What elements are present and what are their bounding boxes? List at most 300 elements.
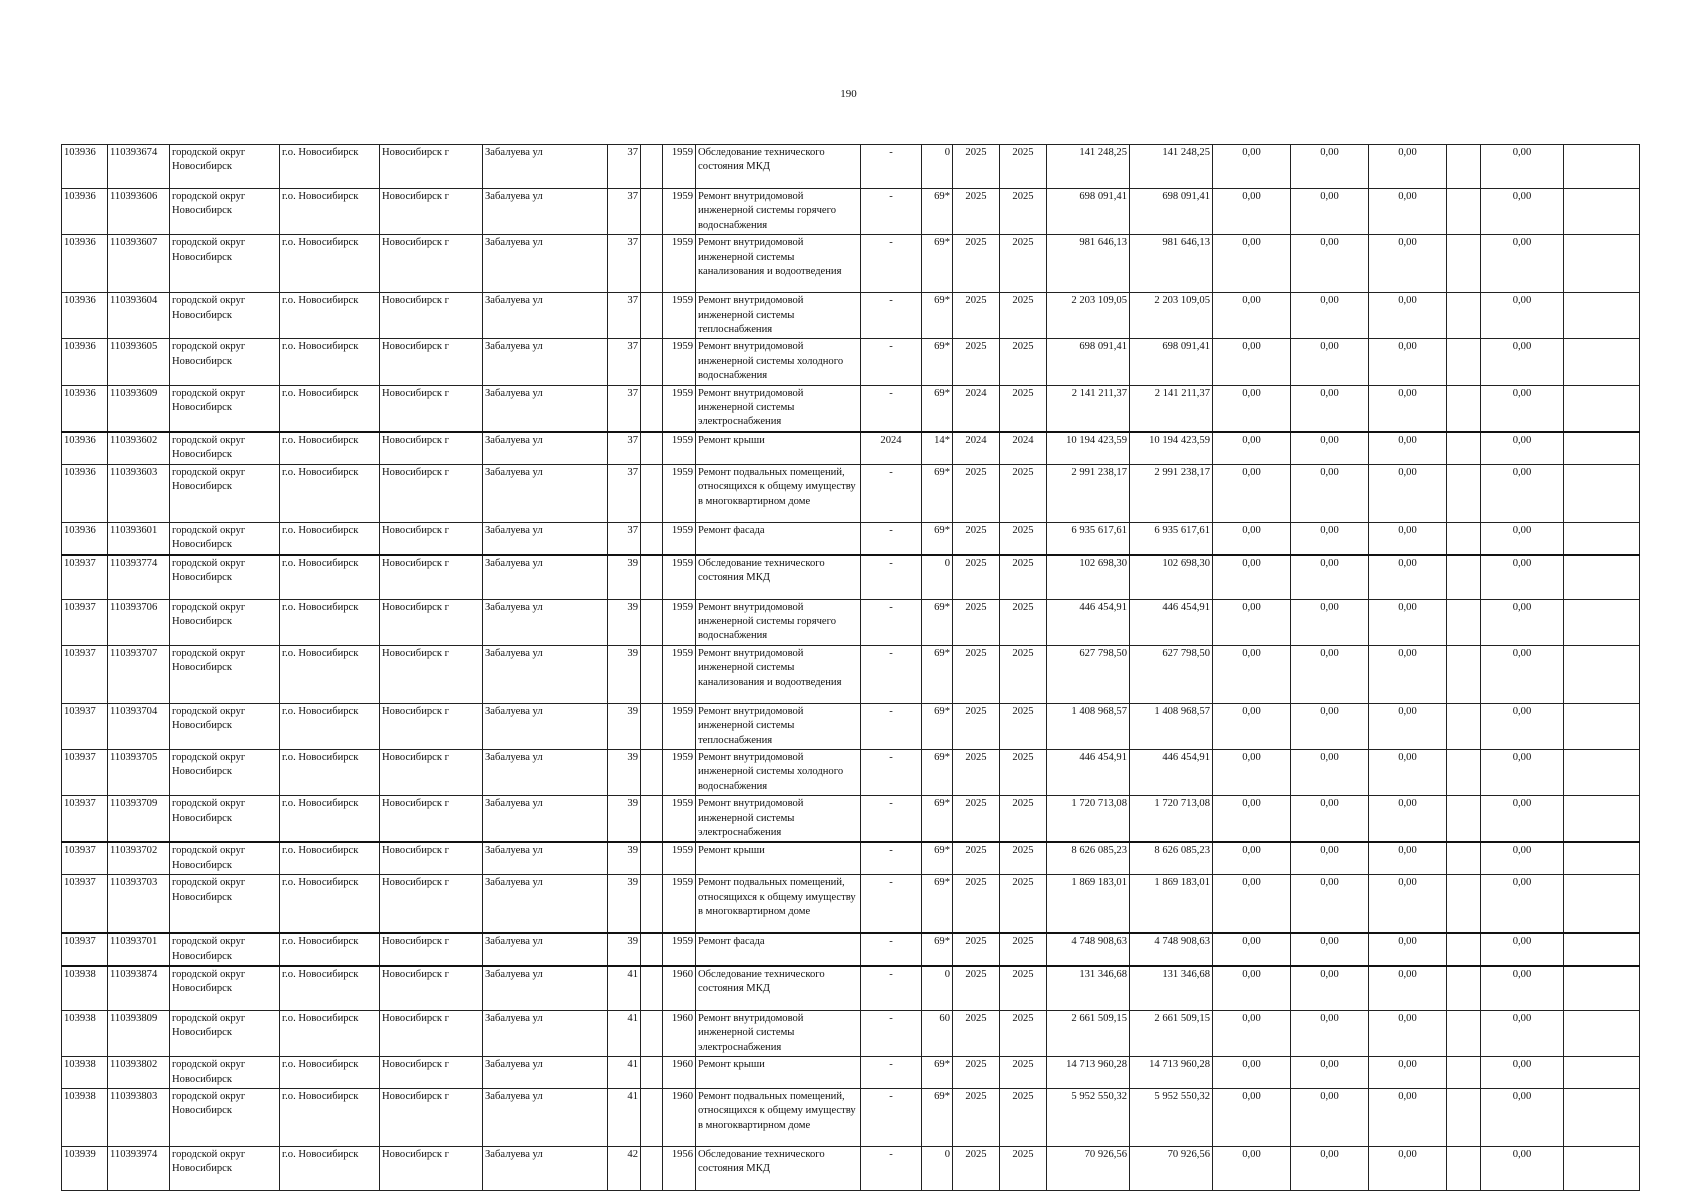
cell-district: городской округ Новосибирск <box>170 1011 280 1057</box>
cell-empty <box>1447 432 1481 464</box>
cell-fund-1: 0,00 <box>1213 522 1291 554</box>
cell-build-year: 1959 <box>663 842 696 874</box>
cell-street: Забалуева ул <box>483 703 608 749</box>
cell-city: Новосибирск г <box>380 842 483 874</box>
cell-year-start: 2025 <box>953 464 1000 522</box>
cell-fund-1: 0,00 <box>1213 145 1291 189</box>
cell-fund-3: 0,00 <box>1369 385 1447 432</box>
cell-house-id: 103938 <box>62 1011 108 1057</box>
cell-empty <box>1447 555 1481 600</box>
cell-empty <box>641 522 663 554</box>
cell-empty <box>641 1147 663 1191</box>
cell-fund-2: 0,00 <box>1291 645 1369 703</box>
cell-cost: 2 141 211,37 <box>1047 385 1130 432</box>
cell-empty <box>1447 1147 1481 1191</box>
cell-wear: 69* <box>922 933 953 966</box>
cell-city: Новосибирск г <box>380 522 483 554</box>
cell-house-number: 37 <box>608 464 641 522</box>
cell-year-end: 2025 <box>1000 339 1047 385</box>
table-row <box>62 189 1640 235</box>
cell-city: Новосибирск г <box>380 464 483 522</box>
cell-cost: 1 408 968,57 <box>1047 703 1130 749</box>
cell-district: городской округ Новосибирск <box>170 599 280 645</box>
cell-cost: 8 626 085,23 <box>1047 842 1130 874</box>
cell-house-id: 103937 <box>62 645 108 703</box>
cell-total: 627 798,50 <box>1130 645 1213 703</box>
cell-fund-4: 0,00 <box>1481 555 1564 600</box>
cell-wear: 0 <box>922 1147 953 1191</box>
cell-fund-1: 0,00 <box>1213 599 1291 645</box>
cell-build-year: 1959 <box>663 189 696 235</box>
cell-work-type: Обследование технического состояния МКД <box>696 1147 861 1191</box>
cell-work-type: Ремонт внутридомовой инженерной системы канализования и водоотведения <box>696 645 861 703</box>
cell-street: Забалуева ул <box>483 842 608 874</box>
cell-city: Новосибирск г <box>380 645 483 703</box>
cell-wear: 69* <box>922 385 953 432</box>
cell-build-year: 1959 <box>663 339 696 385</box>
cell-cost: 2 203 109,05 <box>1047 293 1130 339</box>
cell-cost: 2 661 509,15 <box>1047 1011 1130 1057</box>
cell-empty <box>1564 933 1640 966</box>
cell-fund-4: 0,00 <box>1481 933 1564 966</box>
cell-year-start: 2025 <box>953 842 1000 874</box>
cell-fund-2: 0,00 <box>1291 1011 1369 1057</box>
cell-year-start: 2024 <box>953 385 1000 432</box>
cell-empty <box>641 1011 663 1057</box>
cell-fund-1: 0,00 <box>1213 749 1291 795</box>
cell-house-number: 37 <box>608 522 641 554</box>
cell-district: городской округ Новосибирск <box>170 464 280 522</box>
cell-empty <box>1564 293 1640 339</box>
cell-fund-3: 0,00 <box>1369 645 1447 703</box>
cell-municipality: г.о. Новосибирск <box>280 522 380 554</box>
cell-cost: 70 926,56 <box>1047 1147 1130 1191</box>
cell-fund-3: 0,00 <box>1369 145 1447 189</box>
cell-fund-1: 0,00 <box>1213 1147 1291 1191</box>
cell-empty <box>1447 875 1481 934</box>
cell-fund-4: 0,00 <box>1481 464 1564 522</box>
cell-municipality: г.о. Новосибирск <box>280 432 380 464</box>
cell-street: Забалуева ул <box>483 189 608 235</box>
cell-city: Новосибирск г <box>380 966 483 1011</box>
cell-wear: 69* <box>922 235 953 293</box>
cell-wear: 69* <box>922 464 953 522</box>
cell-city: Новосибирск г <box>380 1147 483 1191</box>
cell-wear: 14* <box>922 432 953 464</box>
cell-city: Новосибирск г <box>380 1011 483 1057</box>
cell-work-code: 110393674 <box>108 145 170 189</box>
cell-empty <box>641 875 663 934</box>
cell-municipality: г.о. Новосибирск <box>280 235 380 293</box>
cell-city: Новосибирск г <box>380 1089 483 1147</box>
cell-district: городской округ Новосибирск <box>170 966 280 1011</box>
cell-empty <box>641 1057 663 1089</box>
cell-empty <box>1447 189 1481 235</box>
cell-year-end: 2025 <box>1000 875 1047 934</box>
cell-work-type: Ремонт внутридомовой инженерной системы холодного водоснабжения <box>696 749 861 795</box>
cell-street: Забалуева ул <box>483 385 608 432</box>
cell-total: 2 141 211,37 <box>1130 385 1213 432</box>
cell-house-number: 37 <box>608 385 641 432</box>
cell-build-year: 1959 <box>663 933 696 966</box>
cell-fund-4: 0,00 <box>1481 145 1564 189</box>
cell-fund-3: 0,00 <box>1369 1147 1447 1191</box>
cell-plan-year: - <box>861 645 922 703</box>
cell-house-number: 37 <box>608 235 641 293</box>
cell-house-id: 103938 <box>62 1057 108 1089</box>
cell-empty <box>1447 385 1481 432</box>
cell-fund-3: 0,00 <box>1369 235 1447 293</box>
cell-house-number: 37 <box>608 339 641 385</box>
cell-house-number: 41 <box>608 1011 641 1057</box>
cell-city: Новосибирск г <box>380 339 483 385</box>
cell-district: городской округ Новосибирск <box>170 796 280 843</box>
cell-municipality: г.о. Новосибирск <box>280 875 380 934</box>
cell-fund-4: 0,00 <box>1481 875 1564 934</box>
cell-city: Новосибирск г <box>380 599 483 645</box>
table-row <box>62 339 1640 385</box>
cell-build-year: 1959 <box>663 522 696 554</box>
cell-fund-1: 0,00 <box>1213 339 1291 385</box>
cell-plan-year: - <box>861 145 922 189</box>
cell-fund-1: 0,00 <box>1213 842 1291 874</box>
cell-work-type: Ремонт внутридомовой инженерной системы электроснабжения <box>696 796 861 843</box>
cell-plan-year: - <box>861 522 922 554</box>
cell-total: 6 935 617,61 <box>1130 522 1213 554</box>
cell-cost: 1 720 713,08 <box>1047 796 1130 843</box>
cell-empty <box>641 645 663 703</box>
cell-plan-year: - <box>861 1057 922 1089</box>
cell-empty <box>641 293 663 339</box>
cell-total: 8 626 085,23 <box>1130 842 1213 874</box>
cell-house-id: 103936 <box>62 385 108 432</box>
cell-street: Забалуева ул <box>483 645 608 703</box>
cell-year-start: 2025 <box>953 966 1000 1011</box>
cell-work-type: Ремонт подвальных помещений, относящихся к общему имуществу в многоквартирном доме <box>696 464 861 522</box>
cell-work-code: 110393701 <box>108 933 170 966</box>
cell-fund-3: 0,00 <box>1369 339 1447 385</box>
table-row <box>62 1011 1640 1057</box>
cell-empty <box>1447 339 1481 385</box>
cell-plan-year: - <box>861 555 922 600</box>
cell-city: Новосибирск г <box>380 875 483 934</box>
cell-house-id: 103937 <box>62 555 108 600</box>
cell-fund-2: 0,00 <box>1291 842 1369 874</box>
cell-wear: 0 <box>922 966 953 1011</box>
table-row <box>62 235 1640 293</box>
cell-municipality: г.о. Новосибирск <box>280 933 380 966</box>
cell-plan-year: - <box>861 875 922 934</box>
cell-municipality: г.о. Новосибирск <box>280 145 380 189</box>
cell-fund-2: 0,00 <box>1291 555 1369 600</box>
cell-district: городской округ Новосибирск <box>170 293 280 339</box>
cell-plan-year: - <box>861 339 922 385</box>
cell-house-id: 103936 <box>62 145 108 189</box>
cell-house-number: 42 <box>608 1147 641 1191</box>
cell-empty <box>1564 842 1640 874</box>
cell-fund-3: 0,00 <box>1369 1057 1447 1089</box>
cell-empty <box>1564 645 1640 703</box>
cell-year-end: 2025 <box>1000 966 1047 1011</box>
cell-house-id: 103938 <box>62 1089 108 1147</box>
cell-fund-1: 0,00 <box>1213 875 1291 934</box>
cell-empty <box>1564 235 1640 293</box>
cell-empty <box>641 555 663 600</box>
cell-year-start: 2025 <box>953 293 1000 339</box>
cell-build-year: 1959 <box>663 235 696 293</box>
cell-total: 2 203 109,05 <box>1130 293 1213 339</box>
cell-house-number: 39 <box>608 933 641 966</box>
cell-fund-2: 0,00 <box>1291 1057 1369 1089</box>
cell-year-end: 2025 <box>1000 599 1047 645</box>
cell-wear: 69* <box>922 1089 953 1147</box>
cell-work-type: Ремонт внутридомовой инженерной системы теплоснабжения <box>696 293 861 339</box>
cell-street: Забалуева ул <box>483 749 608 795</box>
cell-empty <box>641 145 663 189</box>
cell-empty <box>641 933 663 966</box>
table-row <box>62 796 1640 843</box>
cell-municipality: г.о. Новосибирск <box>280 645 380 703</box>
table-row <box>62 1057 1640 1089</box>
cell-district: городской округ Новосибирск <box>170 749 280 795</box>
cell-district: городской округ Новосибирск <box>170 555 280 600</box>
table-row <box>62 966 1640 1011</box>
cell-street: Забалуева ул <box>483 293 608 339</box>
cell-year-start: 2025 <box>953 1011 1000 1057</box>
cell-year-end: 2025 <box>1000 645 1047 703</box>
cell-fund-2: 0,00 <box>1291 339 1369 385</box>
cell-municipality: г.о. Новосибирск <box>280 385 380 432</box>
cell-street: Забалуева ул <box>483 235 608 293</box>
cell-empty <box>1564 522 1640 554</box>
cell-work-code: 110393707 <box>108 645 170 703</box>
cell-fund-1: 0,00 <box>1213 235 1291 293</box>
cell-wear: 69* <box>922 875 953 934</box>
cell-street: Забалуева ул <box>483 966 608 1011</box>
cell-house-id: 103936 <box>62 464 108 522</box>
cell-fund-4: 0,00 <box>1481 293 1564 339</box>
cell-total: 141 248,25 <box>1130 145 1213 189</box>
cell-year-end: 2025 <box>1000 522 1047 554</box>
cell-house-number: 39 <box>608 842 641 874</box>
cell-street: Забалуева ул <box>483 1089 608 1147</box>
cell-year-start: 2025 <box>953 875 1000 934</box>
cell-year-end: 2025 <box>1000 749 1047 795</box>
cell-wear: 0 <box>922 555 953 600</box>
cell-city: Новосибирск г <box>380 933 483 966</box>
cell-house-number: 41 <box>608 1089 641 1147</box>
cell-empty <box>1447 522 1481 554</box>
cell-municipality: г.о. Новосибирск <box>280 464 380 522</box>
cell-house-id: 103937 <box>62 842 108 874</box>
cell-house-number: 37 <box>608 432 641 464</box>
cell-cost: 131 346,68 <box>1047 966 1130 1011</box>
cell-district: городской округ Новосибирск <box>170 385 280 432</box>
page-number: 190 <box>840 88 857 100</box>
cell-empty <box>1564 432 1640 464</box>
cell-work-code: 110393607 <box>108 235 170 293</box>
cell-fund-3: 0,00 <box>1369 464 1447 522</box>
cell-build-year: 1959 <box>663 145 696 189</box>
cell-empty <box>1564 749 1640 795</box>
cell-build-year: 1960 <box>663 1057 696 1089</box>
cell-fund-2: 0,00 <box>1291 933 1369 966</box>
cell-street: Забалуева ул <box>483 1147 608 1191</box>
table-row <box>62 385 1640 432</box>
cell-build-year: 1959 <box>663 432 696 464</box>
capital-repair-register-table <box>61 144 1640 1191</box>
cell-empty <box>641 966 663 1011</box>
cell-fund-3: 0,00 <box>1369 1089 1447 1147</box>
cell-year-end: 2025 <box>1000 933 1047 966</box>
cell-year-end: 2025 <box>1000 1011 1047 1057</box>
cell-house-id: 103936 <box>62 522 108 554</box>
table-row <box>62 522 1640 554</box>
cell-build-year: 1959 <box>663 293 696 339</box>
cell-year-start: 2025 <box>953 1057 1000 1089</box>
cell-work-type: Ремонт внутридомовой инженерной системы теплоснабжения <box>696 703 861 749</box>
cell-plan-year: - <box>861 966 922 1011</box>
table-row <box>62 464 1640 522</box>
cell-year-start: 2025 <box>953 235 1000 293</box>
cell-total: 2 661 509,15 <box>1130 1011 1213 1057</box>
cell-fund-2: 0,00 <box>1291 293 1369 339</box>
cell-city: Новосибирск г <box>380 432 483 464</box>
cell-house-number: 37 <box>608 189 641 235</box>
cell-city: Новосибирск г <box>380 189 483 235</box>
cell-empty <box>1447 703 1481 749</box>
cell-fund-2: 0,00 <box>1291 432 1369 464</box>
table-row <box>62 645 1640 703</box>
cell-total: 102 698,30 <box>1130 555 1213 600</box>
cell-street: Забалуева ул <box>483 933 608 966</box>
cell-fund-4: 0,00 <box>1481 522 1564 554</box>
cell-work-code: 110393974 <box>108 1147 170 1191</box>
cell-cost: 141 248,25 <box>1047 145 1130 189</box>
cell-empty <box>641 599 663 645</box>
cell-total: 131 346,68 <box>1130 966 1213 1011</box>
cell-fund-4: 0,00 <box>1481 749 1564 795</box>
cell-street: Забалуева ул <box>483 145 608 189</box>
cell-cost: 102 698,30 <box>1047 555 1130 600</box>
cell-plan-year: - <box>861 749 922 795</box>
cell-district: городской округ Новосибирск <box>170 432 280 464</box>
cell-wear: 60 <box>922 1011 953 1057</box>
cell-house-id: 103936 <box>62 432 108 464</box>
cell-house-number: 39 <box>608 796 641 843</box>
cell-house-id: 103936 <box>62 235 108 293</box>
cell-wear: 69* <box>922 189 953 235</box>
cell-fund-3: 0,00 <box>1369 875 1447 934</box>
cell-year-end: 2025 <box>1000 189 1047 235</box>
cell-street: Забалуева ул <box>483 875 608 934</box>
cell-fund-3: 0,00 <box>1369 1011 1447 1057</box>
cell-district: городской округ Новосибирск <box>170 145 280 189</box>
cell-fund-4: 0,00 <box>1481 1011 1564 1057</box>
cell-fund-1: 0,00 <box>1213 1089 1291 1147</box>
cell-fund-2: 0,00 <box>1291 966 1369 1011</box>
cell-work-code: 110393802 <box>108 1057 170 1089</box>
cell-plan-year: - <box>861 1089 922 1147</box>
cell-fund-1: 0,00 <box>1213 703 1291 749</box>
cell-fund-4: 0,00 <box>1481 1147 1564 1191</box>
cell-work-type: Ремонт внутридомовой инженерной системы горячего водоснабжения <box>696 599 861 645</box>
cell-house-number: 39 <box>608 645 641 703</box>
cell-work-type: Ремонт крыши <box>696 1057 861 1089</box>
cell-year-end: 2025 <box>1000 235 1047 293</box>
cell-year-end: 2025 <box>1000 293 1047 339</box>
cell-street: Забалуева ул <box>483 1011 608 1057</box>
cell-empty <box>1447 645 1481 703</box>
cell-empty <box>1447 293 1481 339</box>
cell-year-end: 2025 <box>1000 796 1047 843</box>
cell-year-end: 2025 <box>1000 1147 1047 1191</box>
cell-empty <box>641 189 663 235</box>
cell-year-end: 2024 <box>1000 432 1047 464</box>
cell-fund-2: 0,00 <box>1291 522 1369 554</box>
cell-cost: 5 952 550,32 <box>1047 1089 1130 1147</box>
cell-build-year: 1959 <box>663 875 696 934</box>
cell-municipality: г.о. Новосибирск <box>280 842 380 874</box>
cell-build-year: 1956 <box>663 1147 696 1191</box>
table-row <box>62 432 1640 464</box>
cell-total: 2 991 238,17 <box>1130 464 1213 522</box>
cell-year-start: 2025 <box>953 522 1000 554</box>
cell-fund-3: 0,00 <box>1369 189 1447 235</box>
cell-work-type: Ремонт внутридомовой инженерной системы горячего водоснабжения <box>696 189 861 235</box>
cell-year-end: 2025 <box>1000 145 1047 189</box>
table-row <box>62 293 1640 339</box>
cell-build-year: 1959 <box>663 645 696 703</box>
cell-work-code: 110393606 <box>108 189 170 235</box>
cell-work-code: 110393604 <box>108 293 170 339</box>
cell-work-code: 110393603 <box>108 464 170 522</box>
cell-year-start: 2025 <box>953 599 1000 645</box>
cell-empty <box>641 385 663 432</box>
cell-empty <box>1447 1089 1481 1147</box>
cell-house-id: 103936 <box>62 189 108 235</box>
cell-plan-year: - <box>861 796 922 843</box>
cell-house-number: 39 <box>608 875 641 934</box>
cell-fund-4: 0,00 <box>1481 842 1564 874</box>
cell-work-type: Ремонт крыши <box>696 432 861 464</box>
cell-plan-year: - <box>861 235 922 293</box>
cell-house-number: 41 <box>608 1057 641 1089</box>
cell-district: городской округ Новосибирск <box>170 933 280 966</box>
cell-municipality: г.о. Новосибирск <box>280 1089 380 1147</box>
cell-empty <box>1564 796 1640 843</box>
cell-empty <box>1564 1147 1640 1191</box>
table-row <box>62 599 1640 645</box>
cell-house-id: 103936 <box>62 293 108 339</box>
cell-build-year: 1960 <box>663 1089 696 1147</box>
cell-municipality: г.о. Новосибирск <box>280 1057 380 1089</box>
cell-plan-year: - <box>861 842 922 874</box>
cell-fund-1: 0,00 <box>1213 293 1291 339</box>
cell-fund-2: 0,00 <box>1291 145 1369 189</box>
cell-house-number: 39 <box>608 703 641 749</box>
cell-total: 4 748 908,63 <box>1130 933 1213 966</box>
cell-house-id: 103936 <box>62 339 108 385</box>
cell-work-type: Обследование технического состояния МКД <box>696 145 861 189</box>
cell-fund-1: 0,00 <box>1213 1011 1291 1057</box>
cell-total: 70 926,56 <box>1130 1147 1213 1191</box>
cell-district: городской округ Новосибирск <box>170 1147 280 1191</box>
cell-total: 5 952 550,32 <box>1130 1089 1213 1147</box>
cell-fund-2: 0,00 <box>1291 875 1369 934</box>
cell-street: Забалуева ул <box>483 432 608 464</box>
cell-fund-2: 0,00 <box>1291 1147 1369 1191</box>
